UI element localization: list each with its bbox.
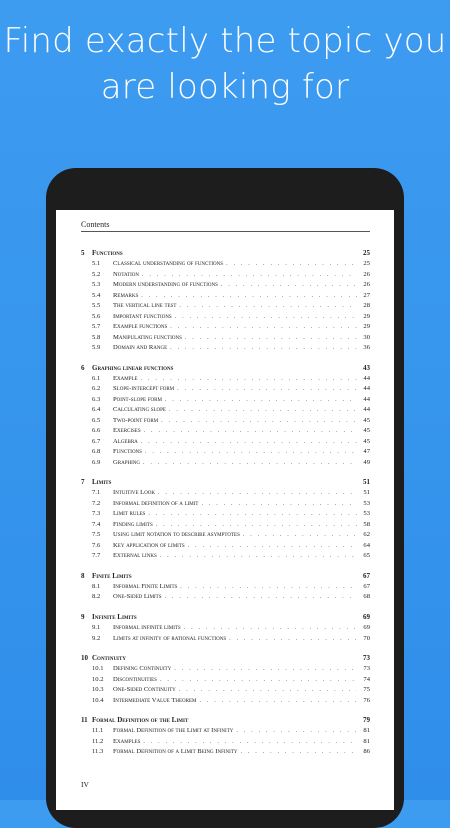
- section-number: 5.2: [92, 270, 101, 278]
- toc-section-entry[interactable]: [81, 333, 370, 344]
- toc-chapter-entry[interactable]: [81, 714, 370, 726]
- section-number: 9.2: [92, 634, 101, 642]
- toc-section-entry[interactable]: [81, 623, 370, 634]
- dot-leader: [170, 322, 357, 333]
- section-page-number: 25: [363, 260, 370, 268]
- section-number: 7.7: [92, 552, 101, 560]
- dot-leader: [177, 384, 357, 395]
- section-page-number: 44: [363, 395, 370, 403]
- toc-section-entry[interactable]: [81, 301, 370, 312]
- toc-chapter-entry[interactable]: [81, 570, 370, 582]
- section-title: Calculating slope: [113, 406, 166, 414]
- chapter-page-number: 25: [363, 249, 370, 257]
- toc-chapter: [81, 476, 370, 562]
- dot-leader: [169, 405, 357, 416]
- section-number: 5.4: [92, 291, 101, 299]
- toc-chapter: [81, 714, 370, 758]
- section-number: 5.1: [92, 260, 101, 268]
- chapter-page-number: 69: [363, 612, 370, 621]
- dot-leader: [180, 582, 357, 593]
- section-number: 6.1: [92, 374, 101, 382]
- chapter-page-number: 79: [363, 715, 370, 724]
- section-number: 7.6: [92, 541, 101, 549]
- section-number: 6.3: [92, 395, 101, 403]
- toc-chapter-entry[interactable]: [81, 476, 370, 488]
- section-title: Notation: [113, 270, 140, 278]
- chapter-title: Formal Definition of the Limit: [92, 715, 189, 724]
- section-title: Formal Definition of the Limit at Infinity: [113, 727, 234, 735]
- dot-leader: [160, 551, 357, 562]
- chapter-page-number: 51: [363, 478, 370, 487]
- chapter-page-number: 67: [363, 571, 370, 580]
- section-number: 5.8: [92, 333, 101, 341]
- toc-section-entry[interactable]: [81, 259, 370, 270]
- toc-chapter: [81, 611, 370, 644]
- section-number: 5.6: [92, 312, 101, 320]
- section-title: Discontinuities: [113, 675, 157, 683]
- toc-section-entry[interactable]: [81, 509, 370, 520]
- section-title: Intermediate Value Theorem: [113, 696, 197, 704]
- toc-section-entry[interactable]: [81, 726, 370, 737]
- toc-section-entry[interactable]: [81, 270, 370, 281]
- section-title: Two-point form: [113, 416, 159, 424]
- dot-leader: [179, 685, 357, 696]
- section-number: 7.2: [92, 499, 101, 507]
- dot-leader: [141, 437, 357, 448]
- dot-leader: [221, 280, 357, 291]
- toc-chapter: [81, 652, 370, 706]
- toc-section-entry[interactable]: [81, 737, 370, 748]
- toc-section-entry[interactable]: [81, 395, 370, 406]
- section-title: Intuitive Look: [113, 489, 156, 497]
- page-folio: IV: [81, 780, 89, 789]
- section-page-number: 81: [363, 737, 370, 745]
- toc-section-entry[interactable]: [81, 374, 370, 385]
- section-page-number: 30: [363, 333, 370, 341]
- heading-divider: [81, 231, 370, 232]
- section-title: Modern understanding of functions: [113, 281, 218, 289]
- toc-section-entry[interactable]: [81, 384, 370, 395]
- dot-leader: [170, 343, 357, 354]
- toc-section-entry[interactable]: [81, 551, 370, 562]
- dot-leader: [243, 530, 357, 541]
- section-page-number: 68: [363, 593, 370, 601]
- toc-chapter-entry[interactable]: [81, 362, 370, 374]
- toc-section-entry[interactable]: [81, 541, 370, 552]
- toc-chapter: [81, 247, 370, 354]
- dot-leader: [201, 499, 357, 510]
- table-of-contents: [81, 247, 370, 766]
- dot-leader: [145, 447, 357, 458]
- chapter-title: Continuity: [92, 653, 126, 662]
- section-title: External links: [113, 552, 157, 560]
- section-number: 10.1: [92, 665, 104, 673]
- dot-leader: [199, 696, 357, 707]
- chapter-number: 8: [81, 571, 85, 580]
- section-page-number: 26: [363, 281, 370, 289]
- section-page-number: 53: [363, 499, 370, 507]
- dot-leader: [174, 664, 357, 675]
- dot-leader: [165, 395, 357, 406]
- section-title: Using limit notation to describe asymptotes: [113, 531, 240, 539]
- dot-leader: [161, 416, 357, 427]
- section-title: Informal Finite Limits: [113, 582, 178, 590]
- promo-headline: [0, 18, 450, 110]
- section-title: Finding limits: [113, 520, 153, 528]
- section-page-number: 49: [363, 458, 370, 466]
- section-number: 6.5: [92, 416, 101, 424]
- toc-section-entry[interactable]: [81, 437, 370, 448]
- section-page-number: 51: [363, 489, 370, 497]
- section-number: 8.2: [92, 593, 101, 601]
- section-number: 10.4: [92, 696, 104, 704]
- dot-leader: [144, 426, 357, 437]
- chapter-number: 7: [81, 478, 85, 487]
- chapter-number: 9: [81, 612, 85, 621]
- section-number: 6.4: [92, 406, 101, 414]
- dot-leader: [226, 259, 357, 270]
- dot-leader: [165, 592, 357, 603]
- toc-section-entry[interactable]: [81, 520, 370, 531]
- dot-leader: [184, 623, 357, 634]
- section-page-number: 29: [363, 323, 370, 331]
- chapter-number: 6: [81, 363, 85, 372]
- section-page-number: 53: [363, 510, 370, 518]
- chapter-page-number: 43: [363, 363, 370, 372]
- section-page-number: 62: [363, 531, 370, 539]
- toc-chapter-entry[interactable]: [81, 652, 370, 664]
- chapter-title: Limits: [92, 478, 112, 487]
- toc-section-entry[interactable]: [81, 426, 370, 437]
- section-title: Examples: [113, 737, 141, 745]
- section-page-number: 27: [363, 291, 370, 299]
- section-title: Limits at infinity of rational functions: [113, 634, 227, 642]
- toc-section-entry[interactable]: [81, 405, 370, 416]
- dot-leader: [148, 509, 357, 520]
- section-page-number: 70: [363, 634, 370, 642]
- section-title: Point-slope form: [113, 395, 162, 403]
- toc-section-entry[interactable]: [81, 416, 370, 427]
- dot-leader: [160, 675, 357, 686]
- section-number: 11.3: [92, 748, 104, 756]
- toc-section-entry[interactable]: [81, 530, 370, 541]
- toc-section-entry[interactable]: [81, 685, 370, 696]
- toc-section-entry[interactable]: [81, 747, 370, 758]
- section-number: 10.2: [92, 675, 104, 683]
- dot-leader: [143, 737, 357, 748]
- dot-leader: [179, 301, 357, 312]
- promo-headline-line-2: are looking for: [100, 67, 350, 107]
- section-title: Manipulating functions: [113, 333, 182, 341]
- toc-chapter-entry[interactable]: [81, 247, 370, 259]
- toc-section-entry[interactable]: [81, 664, 370, 675]
- section-title: Functions: [113, 448, 142, 456]
- chapter-title: Finite Limits: [92, 571, 132, 580]
- section-title: One-Sided Limits: [113, 593, 162, 601]
- dot-leader: [185, 333, 357, 344]
- dot-leader: [158, 488, 357, 499]
- section-number: 8.1: [92, 582, 101, 590]
- section-title: Classical understanding of functions: [113, 260, 224, 268]
- toc-section-entry[interactable]: [81, 488, 370, 499]
- toc-section-entry[interactable]: [81, 582, 370, 593]
- section-title: Graphing: [113, 458, 140, 466]
- section-number: 7.5: [92, 531, 101, 539]
- toc-section-entry[interactable]: [81, 696, 370, 707]
- section-page-number: 74: [363, 675, 370, 683]
- chapter-number: 5: [81, 249, 85, 257]
- section-page-number: 76: [363, 696, 370, 704]
- toc-chapter-entry[interactable]: [81, 611, 370, 623]
- toc-section-entry[interactable]: [81, 592, 370, 603]
- toc-section-entry[interactable]: [81, 280, 370, 291]
- promo-headline-line-1: Find exactly the topic you: [3, 21, 447, 61]
- toc-section-entry[interactable]: [81, 312, 370, 323]
- section-number: 7.1: [92, 489, 101, 497]
- chapter-title: Graphing linear functions: [92, 363, 174, 372]
- section-page-number: 58: [363, 520, 370, 528]
- dot-leader: [141, 374, 357, 385]
- dot-leader: [143, 458, 357, 469]
- section-title: Algebra: [113, 437, 138, 445]
- section-title: Remarks: [113, 291, 139, 299]
- document-page[interactable]: [56, 210, 394, 810]
- section-number: 5.7: [92, 323, 101, 331]
- section-number: 11.2: [92, 737, 104, 745]
- dot-leader: [141, 291, 357, 302]
- section-page-number: 73: [363, 665, 370, 673]
- section-title: Important functions: [113, 312, 172, 320]
- section-title: Exercises: [113, 427, 141, 435]
- section-title: Informal definition of a limit: [113, 499, 199, 507]
- section-page-number: 44: [363, 385, 370, 393]
- contents-heading: Contents: [81, 220, 110, 229]
- section-page-number: 44: [363, 374, 370, 382]
- section-title: Formal Definition of a Limit Being Infinity: [113, 748, 238, 756]
- section-page-number: 45: [363, 437, 370, 445]
- section-page-number: 64: [363, 541, 370, 549]
- section-number: 10.3: [92, 686, 104, 694]
- section-number: 7.4: [92, 520, 101, 528]
- section-page-number: 28: [363, 302, 370, 310]
- section-number: 11.1: [92, 727, 104, 735]
- section-number: 7.3: [92, 510, 101, 518]
- dot-leader: [236, 726, 357, 737]
- section-page-number: 45: [363, 427, 370, 435]
- section-page-number: 29: [363, 312, 370, 320]
- section-page-number: 36: [363, 344, 370, 352]
- section-number: 9.1: [92, 624, 101, 631]
- toc-chapter: [81, 570, 370, 603]
- section-title: Limit rules: [113, 510, 146, 518]
- section-page-number: 44: [363, 406, 370, 414]
- section-title: Informal infinite limits: [113, 624, 181, 631]
- section-number: 6.9: [92, 458, 101, 466]
- chapter-title: Infinite Limits: [92, 612, 137, 621]
- section-title: One-Sided Continuity: [113, 686, 176, 694]
- chapter-title: Functions: [92, 249, 123, 257]
- section-number: 6.2: [92, 385, 101, 393]
- section-title: Defining Continuity: [113, 665, 172, 673]
- section-title: Key application of limits: [113, 541, 185, 549]
- section-page-number: 65: [363, 552, 370, 560]
- section-page-number: 47: [363, 448, 370, 456]
- section-title: Example functions: [113, 323, 168, 331]
- section-title: Domain and Range: [113, 344, 168, 352]
- toc-section-entry[interactable]: [81, 291, 370, 302]
- section-page-number: 75: [363, 686, 370, 694]
- section-number: 5.9: [92, 344, 101, 352]
- section-page-number: 69: [363, 624, 370, 631]
- toc-section-entry[interactable]: [81, 447, 370, 458]
- chapter-page-number: 73: [363, 653, 370, 662]
- dot-leader: [188, 541, 357, 552]
- section-page-number: 45: [363, 416, 370, 424]
- section-title: Example: [113, 374, 138, 382]
- chapter-number: 10: [81, 653, 88, 662]
- section-number: 5.5: [92, 302, 101, 310]
- section-page-number: 86: [363, 748, 370, 756]
- toc-section-entry[interactable]: [81, 322, 370, 333]
- toc-chapter: [81, 362, 370, 469]
- dot-leader: [229, 634, 357, 645]
- section-number: 6.8: [92, 448, 101, 456]
- toc-section-entry[interactable]: [81, 458, 370, 469]
- toc-section-entry[interactable]: [81, 634, 370, 645]
- section-title: Slope-intercept form: [113, 385, 175, 393]
- section-title: The vertical line test: [113, 302, 177, 310]
- section-page-number: 81: [363, 727, 370, 735]
- dot-leader: [156, 520, 357, 531]
- dot-leader: [142, 270, 357, 281]
- dot-leader: [241, 747, 358, 758]
- chapter-number: 11: [81, 715, 88, 724]
- section-number: 5.3: [92, 281, 101, 289]
- section-number: 6.6: [92, 427, 101, 435]
- section-number: 6.7: [92, 437, 101, 445]
- toc-section-entry[interactable]: [81, 675, 370, 686]
- section-page-number: 67: [363, 582, 370, 590]
- toc-section-entry[interactable]: [81, 499, 370, 510]
- toc-section-entry[interactable]: [81, 343, 370, 354]
- section-page-number: 26: [363, 270, 370, 278]
- dot-leader: [175, 312, 357, 323]
